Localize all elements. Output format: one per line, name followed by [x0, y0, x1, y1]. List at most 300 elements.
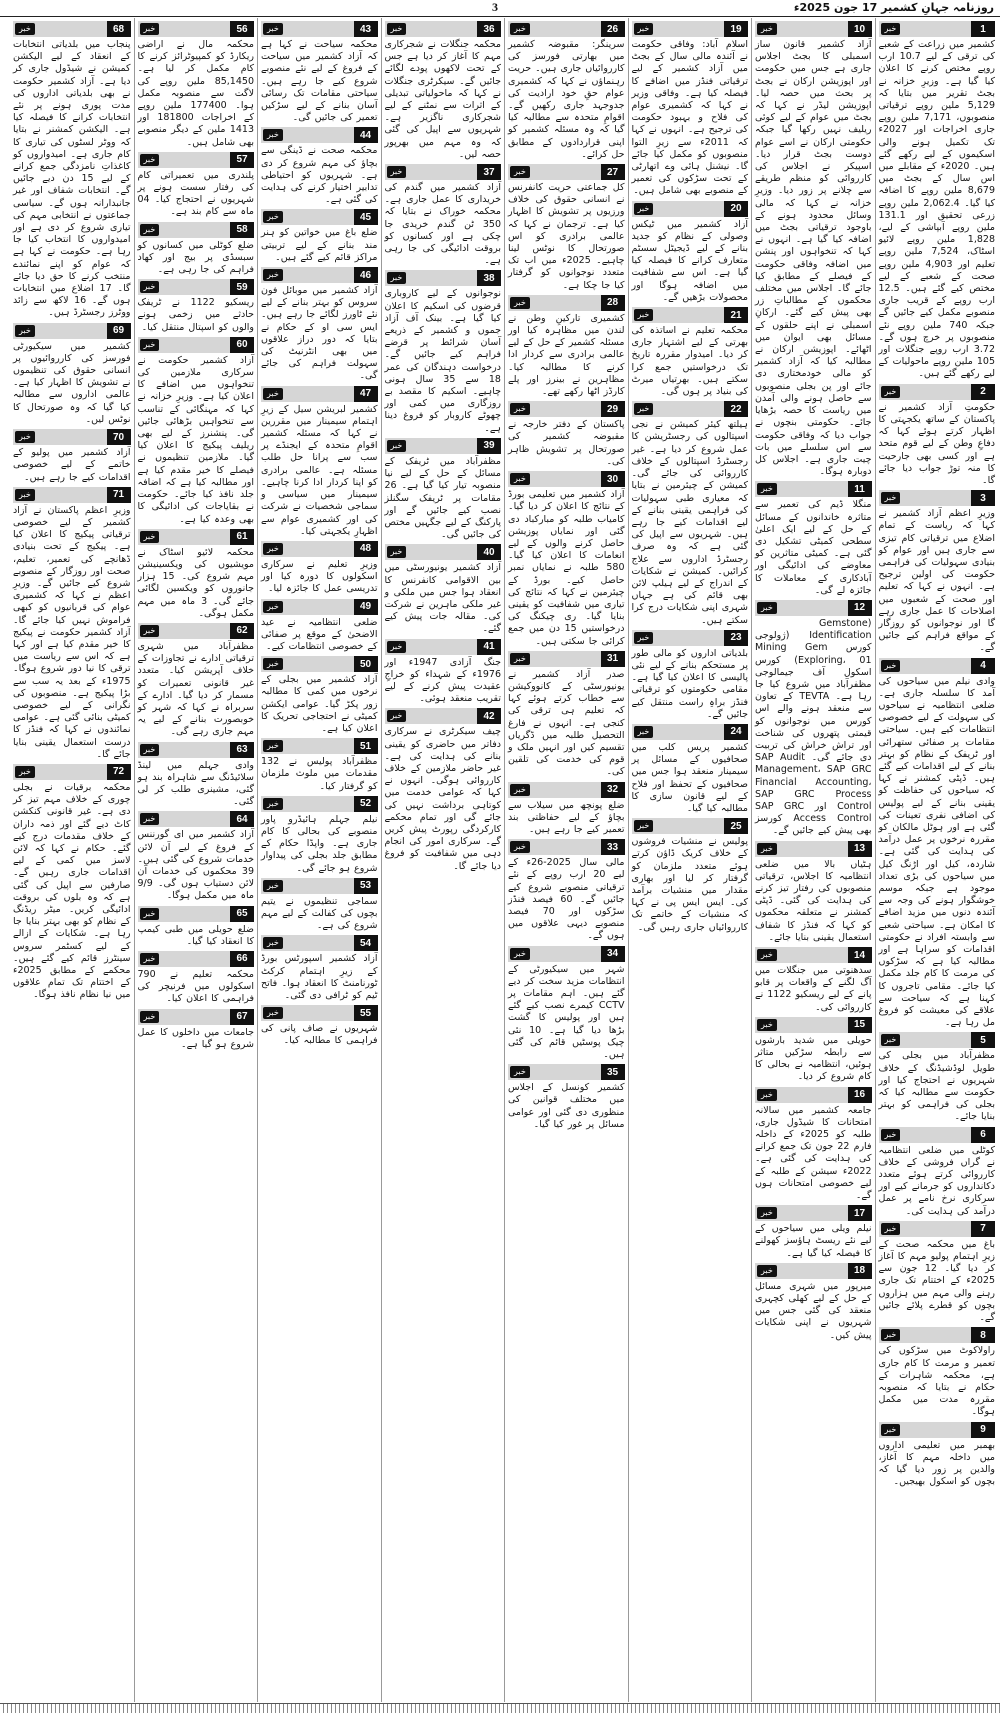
news-item-text: وادی نیلم میں سیاحوں کی آمد کا سلسلہ جاری ہے۔ ضلعی انتظامیہ نے سیاحوں کی سہولت کے لیے خصوصی انتظامات کیے ہیں۔ سیاحتی مقامات پر صفائی ستھرائی اور ٹریفک کے نظام کو بہتر بنانے کے لیے اقدامات کیے گئے ہیں۔ ڈپٹی کمشنر نے کہا کہ سیاحوں کی حفاظت کو یقینی بنانے کے لیے پولیس کی اضافی نفری تعینات کی گئی ہے اور ہوٹل مالکان کو مقررہ نرخوں پر عمل درآمد کی ہدایت کی گئی ہے۔ شاردہ، کیل اور اڑنگ کیل میں سیاحوں کی بڑی تعداد موجود ہے جبکہ موسم خوشگوار ہونے کی وجہ سے آئندہ دنوں میں مزید اضافے کا امکان ہے۔ سیاحتی شعبے سے وابستہ افراد نے حکومتی اقدامات کو سراہا ہے اور مطالبہ کیا ہے کہ سڑکوں کی مرمت کا کام جلد مکمل کیا جائے۔ مقامی تاجروں کا کہنا ہے کہ سیاحت سے علاقے کی معیشت کو فروغ مل رہا ہے۔ [878, 675, 995, 1029]
news-item [755, 1017, 872, 1084]
news-tag: خبر [387, 272, 407, 284]
news-item-number-bar [138, 811, 255, 827]
news-item-number-bar [755, 1263, 872, 1279]
news-item-number-bar [138, 337, 255, 353]
news-column [751, 18, 875, 1702]
news-item-number-bar [508, 295, 625, 311]
news-tag: خبر [757, 23, 777, 35]
news-item-number: 30 [601, 471, 625, 487]
news-item-number-bar [755, 1205, 872, 1221]
news-tag: خبر [881, 1424, 901, 1436]
news-item-number-bar [138, 529, 255, 545]
news-item-text: (Gemstone Identification (ژولوجی کورس Mining Gem Exploring، 01) کورس اسکول آف جیمالوجی مظفرآباد میں شروع کیا جا رہا ہے۔ TEVTA کے تعاون سے منعقد ہونے والے اس کورس میں نوجوانوں کو قیمتی پتھروں کی شناخت اور تراش خراش کی تربیت دی جائے گی۔ SAP Audit Management، SAP GRC Financial Accounting، SAP GRC Process Control اور SAP GRC Access Control کورسز بھی پیش کیے جائیں گے۔ [755, 617, 872, 837]
news-item-text: بھمبر میں تعلیمی اداروں میں داخلہ مہم کا آغاز، والدین پر زور دیا گیا کہ بچوں کو اسکول بھیجیں۔ [878, 1439, 995, 1488]
news-tag: خبر [881, 1329, 901, 1341]
news-item-text: ضلع حویلی میں طبی کیمپ کا انعقاد کیا گیا۔ [137, 923, 254, 947]
news-item [879, 1032, 996, 1123]
news-item-text: آزاد کشمیر اسپورٹس بورڈ کے زیرِ اہتمام کرکٹ ٹورنامنٹ کا انعقاد ہوا۔ فاتح ٹیم کو ٹرافی دی گئی۔ [261, 953, 378, 1001]
news-item-number: 17 [848, 1205, 872, 1221]
news-item-number-bar [138, 152, 255, 168]
news-item-number-bar [755, 600, 872, 616]
news-item [508, 21, 625, 161]
news-item [632, 21, 749, 198]
news-item-number: 28 [601, 295, 625, 311]
news-item-number-bar [138, 21, 255, 37]
news-tag: خبر [140, 953, 160, 965]
news-item-number-bar [261, 267, 378, 283]
news-item [755, 841, 872, 944]
news-item-number-bar [508, 164, 625, 180]
news-item-number: 32 [601, 782, 625, 798]
news-item-text: محکمہ سیاحت نے کہا ہے کہ آزاد کشمیر میں سیاحت کے فروغ کے لیے نئے منصوبے شروع کیے جا رہے ہیں۔ سیاحتی مقامات تک رسائی آسان بنانے کے لیے سڑکیں تعمیر کی جائیں گی۔ [261, 39, 378, 124]
news-item-number-bar [879, 1127, 996, 1143]
news-item-number-bar [508, 839, 625, 855]
news-item-text: کشمیر لبریشن سیل کے زیرِ اہتمام سیمینار میں مقررین نے کہا کہ مسئلہ کشمیر اقوامِ متحدہ کے ایجنڈے پر سب سے پرانا حل طلب مسئلہ ہے۔ عالمی برادری کو اپنا کردار ادا کرنا چاہیے۔ سیمینار میں سیاسی و سماجی شخصیات نے شرکت کی اور کشمیری عوام سے اظہارِ یکجہتی کیا۔ [261, 403, 378, 537]
news-tag: خبر [881, 1223, 901, 1235]
news-item-number: 43 [354, 21, 378, 37]
news-item-number-bar [138, 906, 255, 922]
page-header [0, 0, 1000, 17]
news-column [875, 18, 999, 1702]
news-item-number: 38 [477, 270, 501, 286]
news-item-text: نیلم جہلم ہائیڈرو پاور منصوبے کی بحالی کا کام جاری ہے۔ واپڈا حکام کے مطابق جلد بجلی کی پیداوار شروع ہو جائے گی۔ [261, 813, 378, 874]
news-item-number: 18 [848, 1263, 872, 1279]
news-tag: خبر [634, 632, 654, 644]
news-item-text: جنگ آزادی 1947ء اور 1976ء کے شہداء کو خراجِ عقیدت پیش کرنے کے لیے تقریب منعقد ہوئی۔ [384, 656, 501, 705]
news-item [508, 1064, 625, 1131]
news-tag: خبر [15, 766, 35, 778]
news-tag: خبر [263, 1007, 283, 1019]
news-item-number: 49 [354, 599, 378, 615]
news-item [508, 782, 625, 837]
news-item-text: ضلع پونچھ میں سیلاب سے بچاؤ کے لیے حفاظتی بند تعمیر کیے جا رہے ہیں۔ [508, 799, 625, 835]
news-item-text: آزاد کشمیر میں تعلیمی بورڈ کے نتائج کا اعلان کر دیا گیا۔ کامیاب طلبہ کو مبارکباد دی گئی اور نمایاں پوزیشن حاصل کرنے والوں کے لیے انعامات کا اعلان کیا گیا۔ 580 طلبہ نے نمایاں نمبر حاصل کیے۔ بورڈ کے چیئرمین نے کہا کہ نتائج کی تیاری میں شفافیت کو یقینی بنایا گیا۔ ری چیکنگ کی درخواستیں 15 دن میں جمع کرائی جا سکتی ہیں۔ [508, 489, 625, 647]
news-item-number-bar [879, 658, 996, 674]
news-item-number-bar [508, 401, 625, 417]
news-item [138, 811, 255, 902]
news-item-number-bar [879, 1221, 996, 1237]
news-item [138, 21, 255, 149]
news-item [138, 529, 255, 620]
news-item-number-bar [508, 21, 625, 37]
news-item-number: 64 [230, 811, 254, 827]
news-item-number-bar [385, 270, 502, 286]
news-item [755, 600, 872, 838]
news-item-number: 25 [724, 818, 748, 834]
news-tag: خبر [757, 1207, 777, 1219]
news-tag: خبر [140, 531, 160, 543]
news-item-text: شہر میں سیکیورٹی کے انتظامات مزید سخت کر دیے گئے ہیں۔ اہم مقامات پر CCTV کیمرے نصب کیے گئے ہیں اور پولیس کا گشت بڑھا دیا گیا ہے۔ 10 نئی چیک پوسٹیں قائم کی گئی ہیں۔ [508, 963, 625, 1061]
news-tag: خبر [140, 339, 160, 351]
news-columns [2, 18, 998, 1702]
news-item-text: ضلع کوٹلی میں کسانوں کو سبسڈی پر بیج اور کھاد فراہم کی جا رہی ہے۔ [137, 239, 254, 276]
news-item-number: 34 [601, 946, 625, 962]
news-tag: خبر [757, 602, 777, 614]
news-tag: خبر [510, 841, 530, 853]
news-item-number: 37 [477, 164, 501, 180]
news-item-text: مظفرآباد میں شہری ترقیاتی ادارے نے تجاوزات کے خلاف آپریشن کیا۔ متعدد غیر قانونی تعمیرات کو مسمار کر دیا گیا۔ ادارے کے سربراہ نے کہا کہ شہر کو خوبصورت بنانے کے لیے یہ مہم جاری رہے گی۔ [137, 640, 254, 738]
news-item-number: 27 [601, 164, 625, 180]
news-item-number: 70 [107, 429, 131, 445]
news-item [755, 1087, 872, 1203]
news-tag: خبر [140, 744, 160, 756]
news-item [13, 764, 131, 1002]
news-item-number-bar [13, 764, 131, 780]
page-number: 3 [492, 0, 498, 14]
news-item-text: محکمہ مال نے اراضی ریکارڈ کو کمپیوٹرائز کرنے کا کام مکمل کر لیا ہے۔ 85,1450 ملین روپے کی لاگت سے منصوبہ مکمل ہوا۔ 177400 ملین روپے کے اخراجات 181800 اور 1413 ملین کے دیگر منصوبے بھی شامل ہیں۔ [137, 39, 254, 148]
news-item-number-bar [261, 738, 378, 754]
news-item [385, 21, 502, 161]
news-item-number: 50 [354, 656, 378, 672]
news-item-text: ضلع باغ میں خواتین کو ہنر مند بنانے کے لیے تربیتی مراکز قائم کیے گئے ہیں۔ [261, 227, 378, 263]
news-tag: خبر [263, 937, 283, 949]
news-item-number-bar [508, 471, 625, 487]
news-item [138, 1009, 255, 1051]
news-item [261, 599, 378, 654]
news-item-number: 44 [354, 127, 378, 143]
news-tag: خبر [881, 23, 901, 35]
news-item [261, 267, 378, 383]
news-item-text: آزاد کشمیر قانون ساز اسمبلی کا بجٹ اجلاس جاری ہے جس میں حکومت اور اپوزیشن ارکان نے بجٹ پر بحث میں حصہ لیا۔ اپوزیشن لیڈر نے کہا کہ بجٹ میں عوام کے لیے کوئی ریلیف نہیں رکھا گیا جبکہ حکومتی ارکان نے اسے عوام دوست بجٹ قرار دیا۔ اسپیکر نے اجلاس کی کارروائی کو منظم طریقے سے چلانے پر زور دیا۔ وزیرِ خزانہ نے کہا کہ مالی وسائل محدود ہونے کے باوجود ترقیاتی بجٹ میں اضافہ کیا گیا ہے۔ انہوں نے کہا کہ تنخواہوں اور پنشن میں اضافہ وفاقی حکومت کے فیصلے کے مطابق کیا جائے گا۔ اجلاس میں مختلف محکموں کے مطالباتِ زر بھی پیش کیے گئے۔ ارکانِ اسمبلی نے اپنے حلقوں کے مسائل بھی ایوان میں اٹھائے۔ اپوزیشن ارکان نے مطالبہ کیا کہ آزاد کشمیر کو مالی خودمختاری دی جائے اور پن بجلی منصوبوں سے حاصل ہونے والی آمدن میں ریاست کا حصہ بڑھایا جائے۔ حکومتی بنچوں نے جواب دیا کہ وفاقی حکومت سے اس سلسلے میں بات چیت جاری ہے۔ اجلاس کل دوبارہ ہوگا۔ [755, 39, 872, 478]
news-item-text: راولاکوٹ میں سڑکوں کی تعمیر و مرمت کا کام جاری ہے، محکمہ شاہرات کے حکام نے بتایا کہ منصوبہ مقررہ مدت میں مکمل ہوگا۔ [878, 1345, 995, 1418]
news-item-number-bar [879, 384, 996, 400]
news-item-text: کشمیر پریس کلب میں صحافیوں کے مسائل پر سیمینار منعقد ہوا جس میں صحافیوں کے تحفظ اور فلاح کے لیے قانون سازی کا مطالبہ کیا گیا۔ [631, 741, 748, 814]
news-item [508, 401, 625, 468]
news-item-number: 66 [230, 951, 254, 967]
news-item-number: 65 [230, 906, 254, 922]
news-item [755, 21, 872, 478]
news-tag: خبر [263, 601, 283, 613]
news-item-text: محکمہ تعلیم نے اساتذہ کی بھرتی کے لیے اشتہار جاری کر دیا۔ امیدوار مقررہ تاریخ تک درخواستیں جمع کرا سکتے ہیں۔ بھرتیاں میرٹ کی بنیاد پر ہوں گی۔ [631, 325, 748, 398]
news-item-text: محکمہ تعلیم نے 790 اسکولوں میں فرنیچر کی فراہمی کا اعلان کیا۔ [137, 968, 254, 1005]
news-item [13, 323, 131, 426]
news-item-number-bar [13, 21, 131, 37]
news-item-text: سرینگر: مقبوضہ کشمیر میں بھارتی فورسز کی کارروائیاں جاری ہیں۔ حریت رہنماؤں نے کہا کہ کشمیری عوام حقِ خود ارادیت کی جدوجہد جاری رکھیں گے۔ اقوامِ متحدہ سے مطالبہ کیا گیا کہ وہ مسئلہ کشمیر کو اپنی قراردادوں کے مطابق حل کرائے۔ [508, 39, 625, 160]
news-tag: خبر [140, 154, 160, 166]
news-tag: خبر [510, 23, 530, 35]
news-item-number-bar [385, 21, 502, 37]
news-tag: خبر [634, 726, 654, 738]
news-item [755, 481, 872, 597]
news-item-number: 59 [230, 279, 254, 295]
news-item [13, 429, 131, 484]
news-item [261, 209, 378, 264]
news-item-number-bar [508, 946, 625, 962]
news-item-text: کشمیری تارکینِ وطن نے لندن میں مظاہرہ کیا اور مسئلہ کشمیر کے حل کے لیے عالمی برادری سے کردار ادا کرنے کا مطالبہ کیا۔ مظاہرین نے بینرز اور پلے کارڈز اٹھا رکھے تھے۔ [508, 312, 625, 398]
news-item-number-bar [879, 1327, 996, 1343]
news-tag: خبر [387, 710, 407, 722]
news-tag: خبر [634, 23, 654, 35]
news-tag: خبر [634, 309, 654, 321]
news-item-number-bar [261, 127, 378, 143]
news-item-text: وزیرِ اعظم پاکستان نے آزاد کشمیر کے لیے خصوصی ترقیاتی پیکیج کا اعلان کیا ہے۔ پیکیج کے تحت بنیادی ڈھانچے کی تعمیر، تعلیم، صحت اور روزگار کے منصوبے شروع کیے جائیں گے۔ وزیرِ اعظم نے کہا کہ کشمیری عوام کی قربانیوں کو کبھی فراموش نہیں کیا جائے گا۔ آزاد کشمیر حکومت نے پیکیج کا خیر مقدم کیا ہے اور کہا ہے کہ اس سے ریاست میں ترقی کا نیا دور شروع ہوگا۔ 1975ء کے بعد یہ سب سے بڑا پیکیج ہے۔ منصوبوں کی نگرانی کے لیے خصوصی کمیٹی بنائی گئی ہے۔ عوامی نمائندوں نے کہا کہ فنڈز کا درست استعمال یقینی بنایا جائے گا۔ [13, 504, 131, 760]
news-tag: خبر [140, 1011, 160, 1023]
news-item [385, 270, 502, 434]
news-item-number: 29 [601, 401, 625, 417]
news-item-number-bar [261, 796, 378, 812]
news-item [261, 878, 378, 933]
news-column [381, 18, 505, 1702]
news-item-number-bar [261, 541, 378, 557]
news-tag: خبر [510, 166, 530, 178]
news-item-number: 67 [230, 1009, 254, 1025]
news-item-number: 42 [477, 708, 501, 724]
news-item [261, 21, 378, 124]
news-tag: خبر [387, 641, 407, 653]
news-item-number: 24 [724, 724, 748, 740]
news-item-number: 58 [230, 222, 254, 238]
news-item-number: 41 [477, 639, 501, 655]
news-tag: خبر [263, 211, 283, 223]
news-item [261, 1005, 378, 1047]
news-item-number: 56 [230, 21, 254, 37]
news-tag: خبر [140, 813, 160, 825]
news-item-number-bar [261, 209, 378, 225]
news-item-number: 55 [354, 1005, 378, 1021]
news-item-number: 9 [971, 1422, 995, 1438]
news-item [879, 490, 996, 654]
news-item-text: آزاد کشمیر میں ٹیکس وصولی کے نظام کو جدید بنانے کے لیے ڈیجیٹل سسٹم متعارف کرانے کا فیصلہ کیا گیا ہے۔ اس سے شفافیت میں اضافہ ہوگا اور محصولات بڑھیں گے۔ [631, 218, 748, 303]
news-item [261, 127, 378, 206]
news-item-number-bar [13, 323, 131, 339]
news-item-text: بلدیاتی اداروں کو مالی طور پر مستحکم بنانے کے لیے نئی پالیسی کا اعلان کیا گیا ہے۔ مقامی حکومتوں کو ترقیاتی فنڈز براہِ راست منتقل کیے جائیں گے۔ [631, 647, 748, 720]
news-item-number-bar [261, 1005, 378, 1021]
news-item-number-bar [508, 1064, 625, 1080]
news-tag: خبر [15, 325, 35, 337]
news-item-number: 13 [848, 841, 872, 857]
news-item [755, 1205, 872, 1260]
news-item-number: 63 [230, 742, 254, 758]
news-item [879, 384, 996, 487]
news-item-number: 53 [354, 878, 378, 894]
news-item-number: 47 [354, 386, 378, 402]
news-item [632, 630, 749, 721]
news-item-number-bar [13, 429, 131, 445]
news-item-number-bar [261, 386, 378, 402]
news-tag: خبر [510, 297, 530, 309]
news-tag: خبر [510, 403, 530, 415]
masthead-date: روزنامہ جہانِ کشمیر 17 جون 2025ء [793, 1, 994, 14]
news-item-number: 4 [971, 658, 995, 674]
news-tag: خبر [263, 740, 283, 752]
news-tag: خبر [510, 948, 530, 960]
news-item-number-bar [261, 878, 378, 894]
news-item-number-bar [632, 401, 749, 417]
news-item [138, 742, 255, 809]
news-item-number-bar [632, 201, 749, 217]
news-item-number-bar [879, 21, 996, 37]
news-item-number: 3 [971, 490, 995, 506]
news-item-number: 26 [601, 21, 625, 37]
news-item [261, 796, 378, 875]
news-tag: خبر [15, 489, 35, 501]
news-item-text: آزاد کشمیر میں بجلی کے نرخوں میں کمی کا مطالبہ زور پکڑ گیا۔ عوامی ایکشن کمیٹی نے احتجاجی تحریک کا اعلان کیا ہے۔ [261, 674, 378, 734]
news-item-number: 21 [724, 307, 748, 323]
news-item-number: 54 [354, 935, 378, 951]
news-item-text: منگلا ڈیم کی تعمیر سے متاثرہ خاندانوں کے مسائل کے حل کے لیے ایک اعلیٰ سطحی کمیٹی تشکیل دی گئی ہے۔ کمیٹی متاثرین کو معاوضے کی ادائیگی اور آبادکاری کے معاملات کا جائزہ لے گی۔ [755, 499, 872, 596]
news-item-text: صدر آزاد کشمیر نے یونیورسٹی کے کانووکیشن سے خطاب کرتے ہوئے کہا کہ تعلیم ہی ترقی کی کنجی ہے۔ انہوں نے فارغ التحصیل طلبہ میں ڈگریاں تقسیم کیں اور انہیں ملک و قوم کی خدمت کی تلقین کی۔ [508, 668, 625, 778]
news-column [134, 18, 258, 1702]
news-item [508, 839, 625, 942]
news-tag: خبر [263, 23, 283, 35]
news-item-text: ہیلتھ کیئر کمیشن نے نجی اسپتالوں کی رجسٹریشن کا عمل شروع کر دیا ہے۔ غیر رجسٹرڈ اسپتالوں کے خلاف کارروائی کی جائے گی۔ کمیشن کے چیئرمین نے بتایا کہ معیاری طبی سہولیات کی فراہمی یقینی بنانے کے لیے اقدامات کیے جا رہے ہیں۔ شہریوں سے اپیل کی گئی ہے کہ وہ صرف رجسٹرڈ اداروں سے علاج کرائیں۔ کمیشن نے شکایات کے اندراج کے لیے ہیلپ لائن بھی قائم کی ہے جہاں شہری اپنی شکایات درج کرا سکتے ہیں۔ [631, 419, 748, 626]
news-item-number-bar [138, 1009, 255, 1025]
news-tag: خبر [387, 546, 407, 558]
news-item-text: حویلی میں شدید بارشوں سے رابطہ سڑکیں متاثر ہوئیں، انتظامیہ نے بحالی کا کام شروع کر دیا۔ [755, 1034, 872, 1083]
news-item-number: 61 [230, 529, 254, 545]
news-item-number: 7 [971, 1221, 995, 1237]
news-item [879, 1221, 996, 1324]
news-item-text: سماجی تنظیموں نے یتیم بچوں کی کفالت کے لیے مہم شروع کی ہے۔ [261, 895, 378, 932]
news-item-number: 35 [601, 1064, 625, 1080]
news-item-text: کشمیر کونسل کے اجلاس میں مختلف قوانین کی منظوری دی گئی اور عوامی مسائل پر غور کیا گیا۔ [508, 1082, 625, 1130]
news-item-number: 68 [107, 21, 131, 37]
news-item-number: 15 [848, 1017, 872, 1033]
news-item-number: 33 [601, 839, 625, 855]
news-tag: خبر [881, 386, 901, 398]
news-item-number: 23 [724, 630, 748, 646]
news-item-number: 39 [477, 438, 501, 454]
news-item-text: کل جماعتی حریت کانفرنس نے انسانی حقوق کی خلاف ورزیوں پر تشویش کا اظہار کیا ہے۔ ترجمان نے کہا کہ عالمی برادری کو اس صورتحال کا نوٹس لینا چاہیے۔ 2025ء میں اب تک متعدد نوجوانوں کو گرفتار کیا جا چکا ہے۔ [508, 182, 625, 291]
news-item-number: 31 [601, 651, 625, 667]
news-item-text: پولیس نے منشیات فروشوں کے خلاف کریک ڈاؤن کرتے ہوئے متعدد ملزمان کو گرفتار کر لیا اور بھاری مقدار میں منشیات برآمد کی۔ ایس ایس پی نے کہا کہ منشیات کے خاتمے تک کارروائیاں جاری رہیں گی۔ [631, 836, 748, 933]
news-item-number: 48 [354, 541, 378, 557]
news-item-text: شہریوں نے صاف پانی کی فراہمی کا مطالبہ کیا۔ [261, 1023, 378, 1047]
news-item-text: کشمیر میں سیکیورٹی فورسز کی کارروائیوں پر انسانی حقوق کی تنظیموں نے تشویش کا اظہار کیا ہے۔ عالمی اداروں سے مطالبہ کیا گیا کہ وہ صورتحال کا نوٹس لیں۔ [13, 340, 131, 425]
news-item-number-bar [138, 951, 255, 967]
news-item-number-bar [508, 782, 625, 798]
news-tag: خبر [757, 1089, 777, 1101]
news-item [261, 386, 378, 538]
news-item-number-bar [755, 481, 872, 497]
news-tag: خبر [140, 23, 160, 35]
news-tag: خبر [757, 949, 777, 961]
news-item-text: پلندری میں تعمیراتی کام کی رفتار سست ہونے پر شہریوں نے احتجاج کیا۔ 04 ماہ سے کام بند ہے۔ [137, 169, 254, 218]
news-item-number: 20 [724, 201, 748, 217]
news-tag: خبر [15, 23, 35, 35]
news-item-number: 1 [971, 21, 995, 37]
news-item [508, 164, 625, 292]
news-tag: خبر [140, 908, 160, 920]
news-item-text: چیف سیکرٹری نے سرکاری دفاتر میں حاضری کو یقینی بنانے کی ہدایت کی ہے۔ غیر حاضر ملازمین کے خلاف کارروائی ہوگی۔ انہوں نے کہا کہ عوامی خدمت میں کوتاہی برداشت نہیں کی جائے گی اور تمام محکمے کارکردگی رپورٹ پیش کریں گے۔ سرکاری امور کی انجام دہی میں شفافیت کو فروغ دیا جائے گا۔ [384, 726, 501, 872]
news-item-number-bar [755, 841, 872, 857]
news-item-number: 6 [971, 1127, 995, 1143]
news-tag: خبر [140, 281, 160, 293]
news-item-number: 10 [848, 21, 872, 37]
news-item [879, 1327, 996, 1418]
page-footer-rule [0, 1703, 1000, 1713]
news-item-number-bar [755, 1087, 872, 1103]
news-item [138, 951, 255, 1006]
news-item [879, 1127, 996, 1218]
news-item-number-bar [632, 630, 749, 646]
news-item-number: 52 [354, 796, 378, 812]
news-item-text: حکومتِ آزاد کشمیر نے پاکستان کے ساتھ یکجہتی کا اظہار کرتے ہوئے کہا کہ دفاعِ وطن کے لیے قوم متحد ہے اور کسی بھی جارحیت کا منہ توڑ جواب دیا جائے گا۔ [878, 401, 995, 486]
news-item-text: محکمہ صحت نے ڈینگی سے بچاؤ کی مہم شروع کر دی ہے۔ شہریوں کو احتیاطی تدابیر اختیار کرنے کی ہدایت کی گئی ہے۔ [261, 145, 378, 206]
news-tag: خبر [881, 492, 901, 504]
news-item-text: وزیرِ تعلیم نے سرکاری اسکولوں کا دورہ کیا اور تدریسی عمل کا جائزہ لیا۔ [261, 558, 378, 595]
news-item-number-bar [755, 947, 872, 963]
news-item [385, 544, 502, 635]
news-item-number-bar [755, 1017, 872, 1033]
news-item-number-bar [138, 742, 255, 758]
news-item-text: ہٹیاں بالا میں ضلعی انتظامیہ کا اجلاس، ترقیاتی منصوبوں کی رفتار تیز کرنے کی ہدایت کی گئی۔ ڈپٹی کمشنر نے متعلقہ محکموں کو کہا کہ فنڈز کا شفاف استعمال یقینی بنایا جائے۔ [755, 858, 872, 943]
news-tag: خبر [757, 1019, 777, 1031]
news-tag: خبر [634, 403, 654, 415]
news-item-number: 46 [354, 267, 378, 283]
news-item-text: آزاد کشمیر میں موبائل فون سروس کو بہتر بنانے کے لیے نئے ٹاورز لگائے جا رہے ہیں۔ ایس سی او کے حکام نے بتایا کہ دور دراز علاقوں میں بھی انٹرنیٹ کی سہولت فراہم کی جائے گی۔ [261, 285, 378, 382]
news-item-number-bar [632, 818, 749, 834]
news-tag: خبر [387, 23, 407, 35]
news-tag: خبر [881, 1129, 901, 1141]
news-item-number: 71 [107, 487, 131, 503]
news-item [508, 651, 625, 779]
news-tag: خبر [263, 880, 283, 892]
news-item-text: مظفرآباد میں بجلی کی طویل لوڈشیڈنگ کے خلاف شہریوں نے احتجاج کیا اور حکومت سے مطالبہ کیا کہ بجلی کی فراہمی کو بہتر بنایا جائے۔ [878, 1050, 995, 1123]
news-tag: خبر [263, 798, 283, 810]
news-item [385, 639, 502, 706]
news-item-number-bar [261, 935, 378, 951]
news-item [755, 947, 872, 1014]
news-tag: خبر [757, 483, 777, 495]
news-item [508, 471, 625, 648]
news-item-number-bar [385, 639, 502, 655]
news-column [504, 18, 628, 1702]
news-item [138, 337, 255, 526]
news-item [385, 164, 502, 267]
news-item [508, 295, 625, 398]
news-item [879, 21, 996, 381]
news-item [632, 307, 749, 398]
news-column [10, 18, 134, 1702]
news-item-text: جامعات میں داخلوں کا عمل شروع ہو گیا ہے۔ [137, 1026, 254, 1050]
news-item [13, 487, 131, 761]
news-item-text: مظفرآباد میں ٹریفک کے مسائل کے حل کے لیے نیا منصوبہ تیار کیا گیا ہے۔ 26 مقامات پر ٹریفک سگنلز نصب کیے جائیں گے اور پارکنگ کے لیے جگہیں مختص کی جائیں گی۔ [384, 455, 501, 541]
news-item-number-bar [13, 487, 131, 503]
news-item-number-bar [385, 438, 502, 454]
news-item-number-bar [508, 651, 625, 667]
news-item-text: میرپور میں شہری مسائل کے حل کے لیے کھلی کچہری منعقد کی گئی جس میں شہریوں نے اپنی شکایات پیش کیں۔ [755, 1280, 872, 1341]
news-item-text: وادی جہلم میں لینڈ سلائیڈنگ سے شاہراہ بند ہو گئی، مشینری طلب کر لی گئی۔ [137, 759, 254, 808]
news-tag: خبر [263, 269, 283, 281]
news-tag: خبر [634, 203, 654, 215]
news-tag: خبر [757, 843, 777, 855]
news-tag: خبر [510, 784, 530, 796]
news-item-text: محکمہ لائیو اسٹاک نے مویشیوں کی ویکسینیشن مہم شروع کی۔ 15 ہزار جانوروں کو ویکسین لگائی جائے گی۔ 3 ماہ میں مہم مکمل ہوگی۔ [137, 546, 254, 619]
news-item-number-bar [385, 164, 502, 180]
news-tag: خبر [634, 820, 654, 832]
news-item-number: 36 [477, 21, 501, 37]
news-item [138, 906, 255, 948]
news-column [628, 18, 752, 1702]
news-item [632, 818, 749, 934]
news-item-number-bar [879, 1422, 996, 1438]
news-item-text: نیلم ویلی میں سیاحوں کے لیے نئے ریسٹ ہاؤسز کھولنے کا فیصلہ کیا گیا ہے۔ [755, 1223, 872, 1259]
news-item-text: ریسکیو 1122 نے ٹریفک حادثے میں زخمی ہونے والوں کو اسپتال منتقل کیا۔ [137, 297, 255, 333]
news-tag: خبر [15, 431, 35, 443]
news-item-number-bar [261, 21, 378, 37]
news-item [879, 658, 996, 1030]
news-item-number-bar [879, 1032, 996, 1048]
news-item-text: کشمیر میں زراعت کے شعبے کی ترقی کے لیے 10.7 ارب روپے مختص کرنے کا اعلان کیا گیا ہے۔ وزیرِ خزانہ نے بجٹ تقریر میں بتایا کہ 5,129 ملین روپے ترقیاتی منصوبوں، 7,171 ملین روپے جاری اخراجات اور 2027ء تک تکمیل ہونے والی اسکیموں کے لیے رکھے گئے ہیں۔ 2020ء کے مقابلے میں اس سال کے بجٹ میں 8,679 ملین روپے کا اضافہ کیا گیا۔ 2,062.4 ملین روپے زرعی تحقیق اور 131.1 ملین روپے آبپاشی کے لیے، 1,828 ملین روپے لائیو اسٹاک، 7,524 ملین روپے تعلیم اور 4,903 ملین روپے صحت کے شعبے کے لیے مختص کیے گئے ہیں۔ 12.5 ارب روپے کے قریب جاری منصوبے مکمل کیے جائیں گے جبکہ 740 ملین روپے نئے منصوبوں پر خرچ ہوں گے۔ 3.72 ارب روپے جنگلات اور 105 ملین روپے ماحولیات کے لیے رکھے گئے ہیں۔ [878, 39, 995, 380]
news-tag: خبر [263, 388, 283, 400]
news-item-text: وزیرِ اعظم آزاد کشمیر نے کہا کہ ریاست کے تمام اضلاع میں ترقیاتی کام تیزی سے جاری ہیں اور عوام کو بنیادی سہولیات کی فراہمی حکومت کی اولین ترجیح ہے۔ انہوں نے کہا کہ تعلیم اور صحت کے شعبوں میں اصلاحات کا عمل جاری رہے گا اور نوجوانوں کو روزگار کے مواقع فراہم کیے جائیں گے۔ [878, 508, 995, 654]
news-item [138, 222, 255, 277]
news-tag: خبر [881, 660, 901, 672]
news-tag: خبر [140, 224, 160, 236]
news-item-number-bar [138, 222, 255, 238]
news-item-number: 11 [848, 481, 872, 497]
